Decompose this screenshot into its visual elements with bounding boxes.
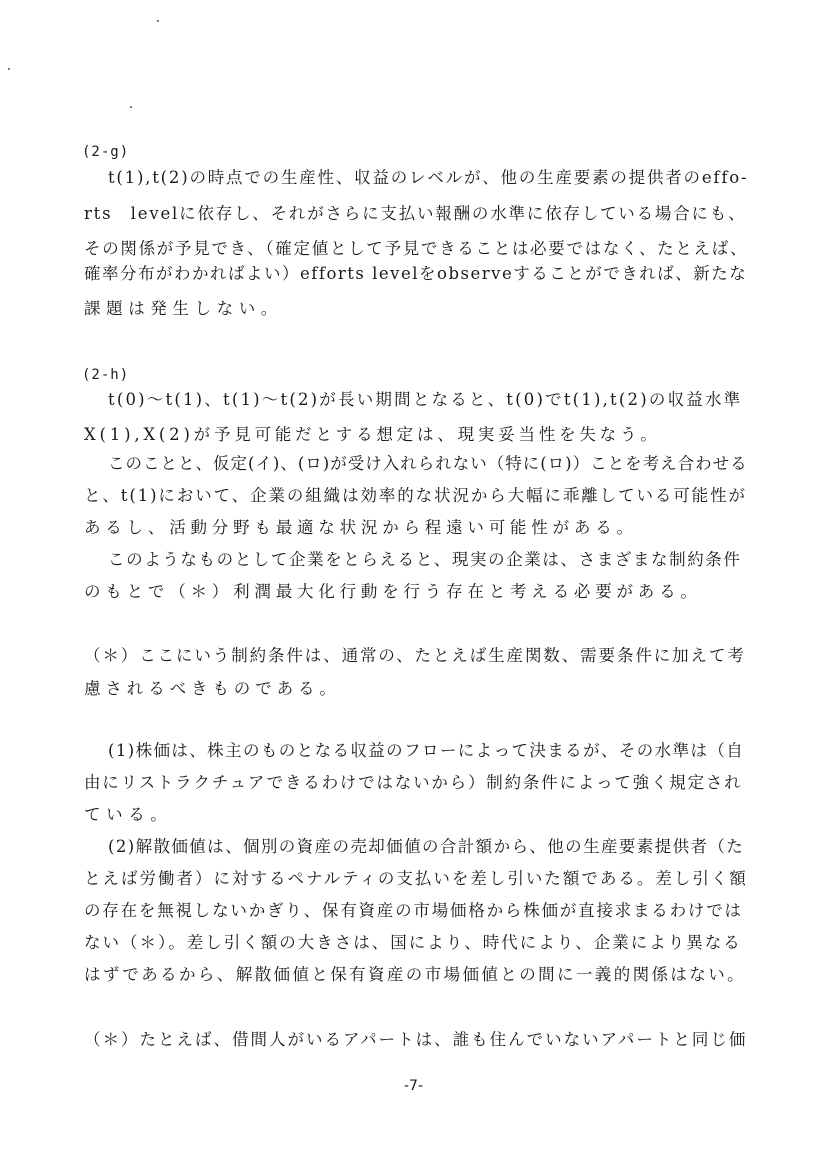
section-heading-2g: (2-g) [82, 144, 130, 160]
footnote-line: （＊）ここにいう制約条件は、通常の、たとえば生産関数、需要条件に加えて考 [84, 646, 746, 665]
text-line: ない（＊）。差し引く額の大きさは、国により、時代により、企業により異なる [84, 933, 742, 952]
text-line: (2)解散価値は、個別の資産の売却価値の合計額から、他の生産要素提供者（た [108, 837, 745, 856]
footnote-line: 慮されるべきものである。 [84, 679, 341, 698]
text-line: はずであるから、解散価値と保有資産の市場価値との間に一義的関係はない。 [84, 965, 746, 984]
text-line: rts levelに依存し、それがさらに支払い報酬の水準に依存している場合にも、 [84, 204, 747, 223]
text-line: の存在を無視しないかぎり、保有資産の市場価格から株価が直接求まるわけでは [84, 901, 743, 920]
scan-speck [130, 106, 132, 108]
text-line: このことと、仮定(イ)、(ロ)が受け入れられない（特に(ロ)）ことを考え合わせる [108, 454, 748, 473]
page-number: -7- [403, 1078, 423, 1094]
text-line: その関係が予見でき、（確定値として予見できることは必要ではなく、たとえば、 [84, 239, 749, 258]
text-line: 課題は発生しない。 [84, 299, 283, 318]
text-line: 由にリストラクチュアできるわけではないから）制約条件によって強く規定され [84, 773, 743, 792]
scan-speck [8, 68, 10, 70]
text-line: t(0)～t(1)、t(1)～t(2)が長い期間となると、t(0)でt(1),t(2)の収益水準 [108, 390, 743, 409]
text-line: と、t(1)において、企業の組織は効率的な状況から大幅に乖離している可能性が [84, 486, 747, 505]
footnote-line: （＊）たとえば、借間人がいるアパートは、誰も住んでいないアパートと同じ価 [84, 1030, 748, 1049]
text-line: t(1),t(2)の時点での生産性、収益のレベルが、他の生産要素の提供者のeffo- [108, 168, 749, 187]
text-line: このようなものとして企業をとらえると、現実の企業は、さまざまな制約条件 [108, 550, 742, 569]
text-line: 確率分布がわかればよい）efforts levelをobserveすることができれば、新たな [84, 264, 748, 283]
text-line: あるし、活動分野も最適な状況から程遠い可能性がある。 [84, 518, 638, 537]
text-line: のもとで（＊）利潤最大化行動を行う存在と考える必要がある。 [84, 582, 702, 601]
text-line: とえば労働者）に対するペナルティの支払いを差し引いた額である。差し引く額 [84, 869, 748, 888]
text-line: X(1),X(2)が予見可能だとする想定は、現実妥当性を失なう。 [84, 425, 661, 444]
section-heading-2h: (2-h) [82, 367, 130, 383]
scan-speck [157, 20, 159, 22]
text-line: (1)株価は、株主のものとなる収益のフローによって決まるが、その水準は（自 [108, 741, 745, 760]
text-line: ている。 [84, 805, 173, 824]
